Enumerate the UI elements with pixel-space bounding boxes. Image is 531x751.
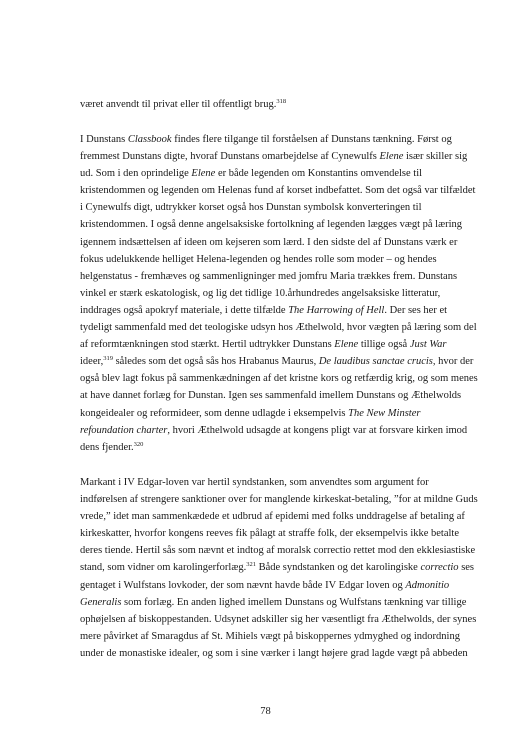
text-run: under de monastiske idealer, og som i sine værker i langt højere grad lagde vægt på abbeden xyxy=(80,647,468,659)
italic-title: The Harrowing of Hell xyxy=(288,304,385,316)
text-run: af reformtænkningen stod stærkt. Hertil udtrykker Dunstans xyxy=(80,339,335,351)
text-line xyxy=(80,148,468,165)
text-run: helgenstatus - fremhæves og sammenligninger med jomfru Maria trækkes frem. Dunstans xyxy=(80,270,458,282)
text-line xyxy=(80,285,460,302)
text-line xyxy=(80,577,460,594)
text-run: hvor der xyxy=(435,356,474,368)
text-run: tillige også xyxy=(358,339,410,351)
text-run: som forlæg. En anden lighed imellem Dunstans og Wulfstans tænkning var tillige xyxy=(121,596,467,608)
text-run: ses xyxy=(458,562,475,574)
text-run: at have dannet forlæg for Dunstan. Igen ses sammenfald imellem Dunstans og Æthelwolds xyxy=(80,390,462,402)
text-run: findes flere tilgange til forståelsen af Dunstans tænkning. Først og xyxy=(171,134,452,145)
footnote-marker: 319 xyxy=(103,355,113,363)
text-line xyxy=(80,594,467,611)
footnote-marker: 318 xyxy=(276,98,287,105)
text-line xyxy=(80,474,460,491)
text-line xyxy=(80,302,460,319)
text-run: kristendommen og legenden om Helenas fund af korset indbefattet. Som det også var tilfældet xyxy=(80,185,476,197)
text-line xyxy=(80,525,460,542)
text-run: er både legenden om Konstantins omvendelse til xyxy=(215,168,423,180)
paragraph-classbook xyxy=(80,131,478,456)
italic-title: correctio xyxy=(420,562,459,574)
text-line xyxy=(80,422,468,439)
text-run: kongeidealer og reformideer, som denne udlagde i eksempelvis xyxy=(80,407,349,419)
italic-title: Just War xyxy=(409,339,447,351)
text-run: Markant i IV Edgar-loven var hertil syndstanken, som anvendtes som argument for xyxy=(80,477,429,488)
text-run: vinkel er stærk eskatologisk, og lig det tidlige 10.århundredes angelsaksiske litteratur, xyxy=(80,287,441,299)
text-line xyxy=(80,336,460,353)
text-run: vrede,” idet man sammenkædede et udbrud af epidemi med folks unddragelse af betaling af xyxy=(80,511,465,523)
text-line xyxy=(80,628,460,645)
paragraph-edgar-law xyxy=(80,474,478,662)
italic-title: Elene xyxy=(379,151,404,163)
text-line xyxy=(80,251,460,268)
italic-title: refoundation charter xyxy=(80,424,168,436)
text-run: ideer, xyxy=(80,356,104,368)
text-run: mere påvirket af Smaragdus af St. Mihiels vægt på biskoppernes ydmyghed og indordning xyxy=(80,630,460,642)
footnote-marker: 320 xyxy=(133,440,144,448)
text-run: gentaget i Wulfstans lovkoder, der som nævnt havde både IV Edgar loven og xyxy=(80,579,406,591)
paragraph-continuation xyxy=(80,96,460,113)
text-run: ophøjelsen af biskoppestanden. Udsynet adskiller sig her væsentligt fra Æthelwolds, der synes xyxy=(80,613,477,625)
text-run: i Cynewulfs digt, udtrykker korset også hos Dunstan symbolsk konverteringen til xyxy=(80,202,422,214)
page-number: 78 xyxy=(260,706,271,717)
italic-title: De laudibus sanctae crucis, xyxy=(318,356,436,368)
italic-title: Generalis xyxy=(80,596,122,608)
text-run: således som det også sås hos Hrabanus Maurus, xyxy=(112,356,319,368)
text-line xyxy=(80,491,478,508)
text-run: I Dunstans xyxy=(80,134,128,145)
text-run: igennem indsættelsen af ideen om kejseren som lærd. I den sidste del af Dunstans værk er xyxy=(80,236,458,248)
text-line xyxy=(80,216,463,233)
text-line xyxy=(80,439,460,456)
footnote-marker: 321 xyxy=(246,561,256,569)
text-line xyxy=(80,370,478,387)
text-line xyxy=(80,234,460,251)
text-run: , hvori Æthelwold udsagde at kongens pligt var at forsvare kirken imod xyxy=(167,424,468,436)
text-line xyxy=(80,645,468,662)
text-line xyxy=(80,542,476,559)
text-line xyxy=(80,387,460,404)
italic-title: Elene xyxy=(191,168,216,180)
text-run: også blev lagt fokus på sammenkædningen af det kristne kors og retfærdig krig, og som menes xyxy=(80,373,478,385)
text-line xyxy=(80,611,477,628)
text-line xyxy=(80,559,475,576)
text-line xyxy=(80,165,460,182)
text-run: indførelsen af strengere sanktioner over for manglende kirkeskat-betaling, ”for at mildne Guds xyxy=(80,494,478,506)
text-run: Både syndstanken og det karolingiske xyxy=(255,562,421,574)
text-run: især skiller sig xyxy=(403,151,468,163)
text-run: . Der ses her et xyxy=(384,304,448,316)
italic-title: The New Minster xyxy=(348,407,421,419)
text-run: deres tiende. Hertil sås som nævnt et indtog af moralsk correctio rettet mod den ekklesiastiske xyxy=(80,545,476,557)
italic-title: Elene xyxy=(334,339,359,351)
text-line xyxy=(80,96,460,113)
text-line xyxy=(80,508,465,525)
text-run: været anvendt til privat eller til offentligt brug. xyxy=(80,99,277,110)
text-run: kirkeskatter, hvorfor kongens reeves fik pålagt at straffe folk, der eksempelvis ikke betalte xyxy=(80,528,459,540)
italic-title: Admonitio xyxy=(405,579,450,591)
text-line xyxy=(80,405,460,422)
text-run: fremmest Dunstans digte, hvoraf Dunstans omarbejdelse af Cynewulfs xyxy=(80,151,380,163)
text-line xyxy=(80,319,477,336)
text-run: dens fjender. xyxy=(80,441,134,453)
text-run: fokus udelukkende helliget Helena-legenden og hendes rolle som moder – og hendes xyxy=(80,253,437,265)
text-run: inddrages også apokryf materiale, i dette tilfælde xyxy=(80,304,289,316)
text-run: stand, som vidner om karolingerforlæg. xyxy=(80,562,247,574)
text-line xyxy=(80,131,460,148)
text-line xyxy=(80,353,474,370)
text-line xyxy=(80,199,460,216)
text-run: tydeligt sammenfald med det teologiske udsyn hos Æthelwold, hvor vægten på læring som del xyxy=(80,322,477,334)
text-run: ud. Som i den oprindelige xyxy=(80,168,192,180)
text-run: kristendommen. I også denne angelsaksiske fortolkning af legenden lægges vægt på læring xyxy=(80,219,463,231)
italic-title: Classbook xyxy=(127,134,172,145)
text-line xyxy=(80,182,476,199)
text-line xyxy=(80,268,460,285)
